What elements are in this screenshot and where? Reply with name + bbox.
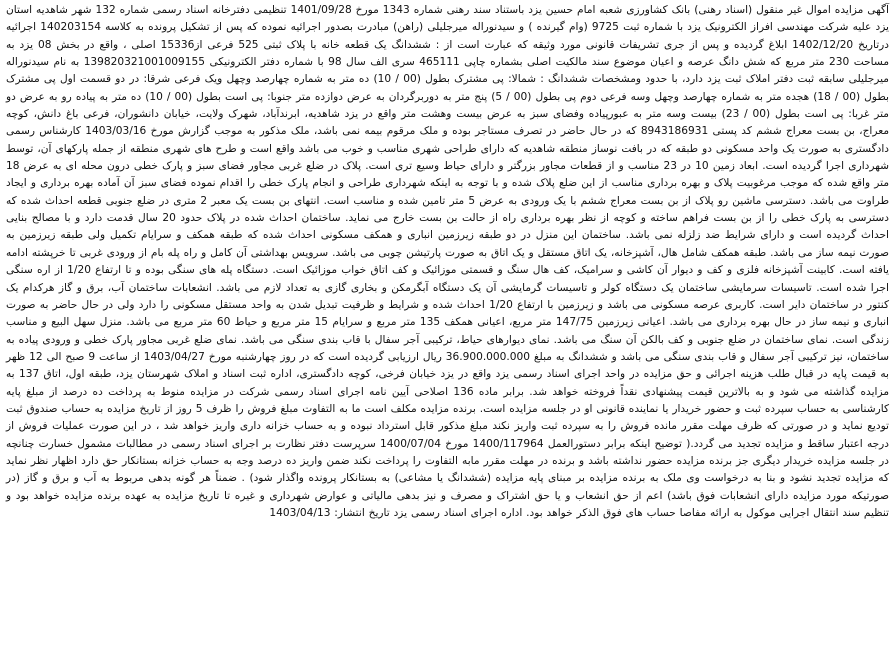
notice-body: آگهی مزایده اموال غیر منقول (اسناد رهنی) بانک کشاورزی شعبه امام حسین یزد باستناد سند رهنی شماره 1343 مورخ 1401/09/28 تنظیمی دفترخانه اسناد رسمی شماره 132 شهر شاهدیه استان یزد علیه شرکت مهندسی افراز الکترونیک یزد با شماره ثبت 9725 (وام گیرنده ) و سیدنوراله میرجلیلی (راهن) مبادرت بصدور اجرائیه نموده که پس از تشکیل پرونده به کلاسه 140203154 اجرائیه درتاریخ 1402/12/20 ابلاغ گردیده و پس از جری تشریفات قانونی مورد وثیقه که عبارت است از : ششدانگ یک قطعه خانه با پلاک ثبتی 525 فرعی از15336 اصلی ، واقع در بخش 08 یزد به مساحت 230 متر مربع که شش دانگ عرصه و اعیان موضوع سند مالکیت اصلی بشماره چاپی 465111 سری الف سال 98 با شماره دفتر الکترونیکی 139820321001009155 به نام سیدنوراله میرجلیلی سابقه ثبت دفتر املاک ثبت یزد دارد، با حدود ومشخصات ششدانگ : شمالا: پی مشترک بطول (00 / 10) ده متر به شماره چهارصد وچهل ویک فرعی شرقا: در دو قسمت اول پی مشترک بطول (00 / 18) هجده متر به شماره چهارصد وچهل وسه فرعی دوم پی بطول (00 / 5) پنج متر به دوربرگردان به عرض دوازده متر جنوبا: پی است بطول (00 / 10) ده متر به پیاده رو به عرض دو متر غربا: پی است بطول (00 / 23) بیست وسه متر به عبورپیاده وفضای سبز به عرض بیست وهشت متر واقع در یزد شاهدیه، ابرندآباد، شهرک ولایت، خیابان دانشوران، فرعی باغ دانش، کوچه معراج، بن بست معراج ششم کد پستی 8943186931 که در حال حاضر در تصرف مستاجر بوده و ملک مرقوم بیمه نمی باشد، ملک مذکور به موجب گزارش مورخ 1403/03/16 کارشناس رسمی دادگستری به صورت یک واحد مسکونی دو طبقه که در بافت نوساز منطقه شاهدیه که دارای طراحی شهری مناسب و خوب می باشد واقع است و طرح های شهری منطقه از جمله پارکهای آن، توسط شهرداری اجرا گردیده است. ابعاد زمین 10 در 23 مناسب و از قطعات مجاور بزرگتر و دارای حیاط وسیع تری است. پلاک در ضلع غربی مجاور فضای سبز و پارک خطی درون محله ای به عرض 18 متر واقع شده که موجب مرغوبیت پلاک و بهره برداری مناسب از این ضلع پلاک شده و با توجه به اینکه شهرداری طراحی و انجام پارک خطی را اقدام نموده فضای سبز آن آماده بهره برداری و ایجاد طراوت می باشد. دسترسی ماشین رو پلاک از بن بست معراج ششم با یک ورودی به عرض 5 متر تامین شده و مناسب است. انتهای بن بست یک معبر 2 متری در ضلع جنوبی قطعه احداث شده که دسترسی به پارک خطی را از بن بست فراهم ساخته و کوچه از نظر بهره برداری راه از حالت بن بست خارج می نماید. ساختمان احداث شده در پلاک حدود 20 سال قدمت دارد و با مصالح بنایی احداث گردیده است و دارای شرایط ضد زلزله نمی باشد. ساختمان این منزل در دو طبقه زیرزمین انباری و همکف مسکونی احداث شده که طبقه همکف و سرایام تکمیل ولی طبقه زیرزمین به صورت نیمه ساز می باشد. طبقه همکف شامل هال، آشپزخانه، یک اتاق مستقل و یک اتاق به صورت پارتیشن چوبی می باشد. سرویس بهداشتی آن کامل و راه پله بام از ورودی غربی تا خرپشته ادامه یافته است. کابینت آشپزخانه فلزی و کف و دیوار آن کاشی و سرامیک، کف هال سنگ و قسمتی موزائیک و کف اتاق خواب موزائیک است. دستگاه پله های سنگی بوده و تا ارتفاع 1/20 از اره سنگی اجرا شده است. تاسیسات سرمایشی ساختمان یک دستگاه کولر و تاسیسات گرمایشی آن یک دستگاه آبگرمکن و بخاری گازی به تعداد لازم می باشد. انشعابات ساختمان آب، برق و گاز هرکدام یک کنتور در ساختمان دایر است. کاربری عرصه مسکونی می باشد و زیرزمین با ارتفاع 1/20 احداث شده و شرایط و ظرفیت تبدیل شدن به واحد مستقل مسکونی را دارد ولی در حال حاضر به صورت انباری و نیمه ساز در حال بهره برداری می باشد. اعیانی زیرزمین 147/75 متر مربع، اعیانی همکف 135 متر مربع و سرایام 15 متر مربع و حیاط 60 متر مربع می باشد. منزل سهل البیع و مناسب زندگی است. نمای ساختمان در ضلع جنوبی و کف بالکن آن سنگ می باشد. نمای دیوارهای حیاط، ترکیبی آجر سفال با قاب بندی سنگی می باشد. نمای ضلع غربی مجاور پارک خطی و ورودی پیاده به ساختمان، نیز ترکیبی آجر سفال و قاب بندی سنگی می باشد و ششدانگ به مبلغ 36.900.000.000 ریال ارزیابی گردیده است که در روز چهارشنبه مورخ 1403/04/27 از ساعت 9 صبح الی 12 ظهر به قیمت پایه در قبال طلب هزینه اجرائی و حق مزایده در واحد اجرای اسناد رسمی یزد واقع در یزد خیابان فرخی، کوچه دادگستری، اداره ثبت اسناد و املاک شهرستان یزد، طبقه اول، اتاق 137 به مزایده گذاشته می شود و به بالاترین قیمت پیشنهادی نقداً فروخته خواهد شد. برابر ماده 136 اصلاحی آیین نامه اجرای اسناد رسمی شرکت در مزایده منوط به پرداخت ده درصد از مبلغ پایه کارشناسی به حساب سپرده ثبت و حضور خریدار یا نماینده قانونی او در جلسه مزایده است. برنده مزایده مکلف است ما به التفاوت مبلغ فروش را ظرف 5 روز از تاریخ مزایده به حساب صندوق ثبت تودیع نماید و در صورتی که ظرف مهلت مقرر مانده فروش را به سپرده ثبت واریز نکند مبلغ مذکور قابل استرداد نبوده و به حساب خزانه داری واریز خواهد شد ، در این صورت عملیات فروش از درجه اعتبار ساقط و مزایده تجدید می گردد.( توضیح اینکه برابر دستورالعمل 1400/117964 مورخ 1400/07/04 سرپرست دفتر نظارت بر اجرای اسناد رسمی در مطالبات مشمول خسارت چنانچه در جلسه مزایده خریدار دیگری جز برنده مزایده حضور نداشته باشد و برنده در مهلت مقرر مابه التفاوت را پرداخت نکند ضمن واریز ده درصد وجه به حساب خزانه بستانکار حق دارد اظهار نظر نماید که مزایده تجدید نشود و بنا به درخواست وی ملک به برنده مزایده بر مبنای پایه مزایده (ششدانگ یا مشاعی) به بستانکار پرونده واگذار شود) . ضمناً هر گونه بدهی مربوط به آب و برق و گاز (در صورتیکه مورد مزایده دارای انشعابات فوق باشد) اعم از حق انشعاب و یا حق اشتراک و مصرف و نیز بدهی مالیاتی و عوارض شهرداری و غیره تا تاریخ مزایده به عهده برنده مزایده خواهد بود و تنظیم سند انتقال اجرایی موکول به ارائه مفاصا حساب های فوق الذکر خواهد بود. اداره اجرای اسناد رسمی یزد تاریخ انتشار: 1403/04/13 xyxy=(6,4,890,519)
